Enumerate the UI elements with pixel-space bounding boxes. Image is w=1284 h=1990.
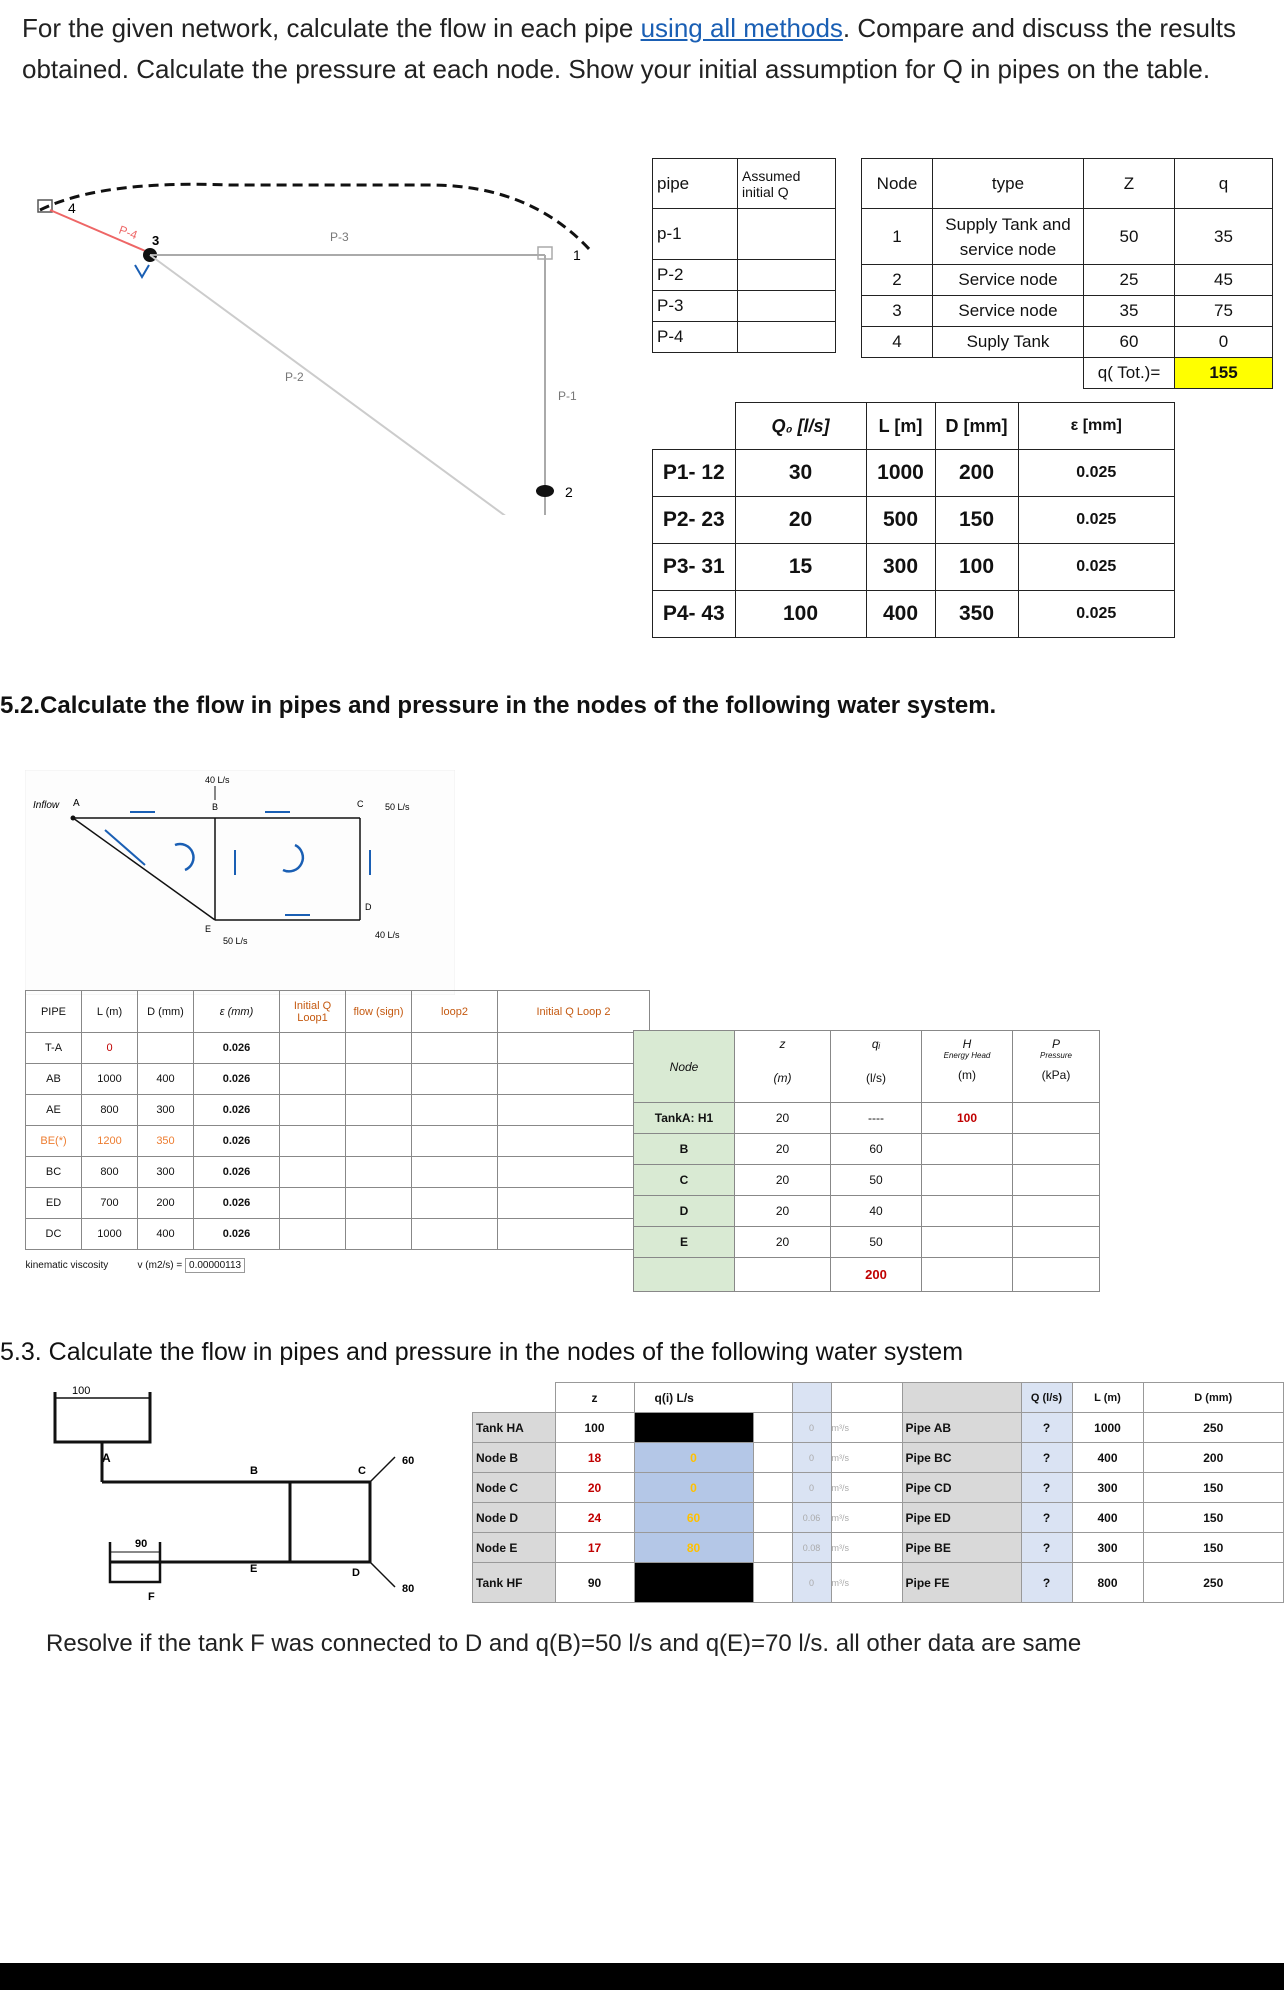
pipe-cell: P2- 23: [653, 497, 736, 544]
d-cell: 100: [935, 544, 1018, 591]
loop2-input[interactable]: [412, 1219, 498, 1250]
z-cell: 17: [555, 1533, 634, 1563]
demand-arrow-icon: [135, 265, 149, 277]
unit-cell: m³/s: [831, 1533, 902, 1563]
e-cell: 0.026: [194, 1126, 280, 1157]
q-cell: 100: [735, 591, 866, 638]
loop2-input[interactable]: [412, 1033, 498, 1064]
z-cell: 60: [1084, 327, 1175, 358]
q-cell: [634, 1563, 753, 1603]
header-flow-sign: flow (sign): [346, 991, 412, 1033]
q-cell: 75: [1175, 296, 1273, 327]
L-cell: 1000: [1072, 1413, 1143, 1443]
l-cell: 700: [82, 1188, 138, 1219]
unit-p: (kPa): [1041, 1068, 1071, 1082]
label-e: E: [250, 1563, 258, 1575]
network-diagram-1: [30, 155, 640, 515]
label-b: B: [212, 802, 219, 812]
L-cell: 400: [1072, 1443, 1143, 1473]
header-q: q: [1175, 159, 1273, 209]
assumed-q-input[interactable]: [738, 260, 836, 291]
pipe-name: Pipe BE: [902, 1533, 1021, 1563]
intro-text-1: For the given network, calculate the flow in each pipe: [22, 13, 641, 43]
e-cell: 0.026: [194, 1064, 280, 1095]
label-d: D: [352, 1567, 360, 1579]
label-100: 100: [72, 1385, 91, 1397]
header-type: type: [933, 159, 1084, 209]
header-h-cell: [922, 1031, 1013, 1103]
header-eps: ε (mm): [194, 991, 280, 1033]
header-L: L (m): [1072, 1383, 1143, 1413]
q2-input[interactable]: [498, 1219, 650, 1250]
e-cell: 0.026: [194, 1219, 280, 1250]
subtitle-p: Pressure: [1039, 1051, 1072, 1060]
node-cell: 4: [862, 327, 933, 358]
e-cell: 0.025: [1018, 544, 1175, 591]
D-cell: 150: [1143, 1533, 1284, 1563]
d-cell: 400: [138, 1219, 194, 1250]
q-cell: 0: [1175, 327, 1273, 358]
label-90: 90: [135, 1538, 148, 1550]
label-p3: P-3: [330, 230, 349, 244]
node-table-1: [861, 158, 1273, 389]
Q-input[interactable]: ?: [1021, 1473, 1072, 1503]
header-blank: [473, 1383, 556, 1413]
d-cell: 200: [138, 1188, 194, 1219]
v-cell: 0: [792, 1473, 831, 1503]
node-cell: D: [634, 1196, 735, 1227]
label-p2: P-2: [285, 370, 304, 384]
e-cell: 0.026: [194, 1157, 280, 1188]
node-table-2: [633, 1030, 1100, 1292]
header-z: Z: [1084, 159, 1175, 209]
node-cell: TankA: H1: [634, 1103, 735, 1134]
assumed-q-input[interactable]: [738, 322, 836, 353]
node-name: Node B: [473, 1443, 556, 1473]
header-D: D (mm): [1143, 1383, 1284, 1413]
q1-input[interactable]: [280, 1064, 346, 1095]
q2-input[interactable]: [498, 1064, 650, 1095]
node-2: [536, 485, 554, 497]
header-node: Node: [634, 1031, 735, 1103]
label-e: E: [205, 924, 212, 934]
D-cell: 200: [1143, 1443, 1284, 1473]
header-p: P: [1051, 1037, 1060, 1051]
q-cell: 30: [735, 450, 866, 497]
sign-input[interactable]: [346, 1219, 412, 1250]
d-cell: 300: [138, 1095, 194, 1126]
pipe-cell: P4- 43: [653, 591, 736, 638]
header-l: L (m): [82, 991, 138, 1033]
header-loop2: loop2: [412, 991, 498, 1033]
type-cell: Supply Tank and service node: [933, 209, 1084, 265]
header-Q: Q (l/s): [1021, 1383, 1072, 1413]
pipe-cell: P-4: [653, 322, 738, 353]
v-cell: 0.08: [792, 1533, 831, 1563]
pipe-cell: BC: [26, 1157, 82, 1188]
label-d: D: [365, 902, 372, 912]
assumed-q-input[interactable]: [738, 291, 836, 322]
d-cell: [138, 1033, 194, 1064]
header-d: D (mm): [138, 991, 194, 1033]
unit-cell: m³/s: [831, 1413, 902, 1443]
q2-input[interactable]: [498, 1033, 650, 1064]
l-cell: 500: [866, 497, 935, 544]
d-cell: 350: [935, 591, 1018, 638]
Q-input[interactable]: ?: [1021, 1563, 1072, 1603]
l-cell: 800: [82, 1095, 138, 1126]
q-cell: 60: [831, 1134, 922, 1165]
z-cell: 18: [555, 1443, 634, 1473]
q-cell: 15: [735, 544, 866, 591]
e-cell: 0.025: [1018, 497, 1175, 544]
e-cell: 0.026: [194, 1188, 280, 1219]
loop2-input[interactable]: [412, 1126, 498, 1157]
v-cell: 0: [792, 1443, 831, 1473]
sign-input[interactable]: [346, 1064, 412, 1095]
node-cell: B: [634, 1134, 735, 1165]
unit-q: (l/s): [866, 1071, 886, 1085]
total-value: 155: [1175, 358, 1273, 389]
label-p1: P-1: [558, 389, 577, 403]
q-total: 200: [831, 1258, 922, 1292]
pipe-name: Pipe AB: [902, 1413, 1021, 1443]
l-cell: 800: [82, 1157, 138, 1188]
network-diagram-2: [25, 770, 455, 995]
label-node-2: 2: [565, 484, 573, 500]
type-cell: Service node: [933, 265, 1084, 296]
label-80: 80: [402, 1583, 415, 1595]
z-cell: 20: [735, 1227, 831, 1258]
q2-input[interactable]: [498, 1188, 650, 1219]
h-input[interactable]: [922, 1134, 1013, 1165]
q-cell: 45: [1175, 265, 1273, 296]
l-cell: 400: [866, 591, 935, 638]
q2-input[interactable]: [498, 1126, 650, 1157]
D-cell: 250: [1143, 1563, 1284, 1603]
pipe-name: Pipe ED: [902, 1503, 1021, 1533]
pipe-cell: T-A: [26, 1033, 82, 1064]
q-cell: 35: [1175, 209, 1273, 265]
L-cell: 300: [1072, 1473, 1143, 1503]
D-cell: 150: [1143, 1473, 1284, 1503]
pipe-p2: [150, 255, 545, 515]
p-input[interactable]: [1013, 1134, 1100, 1165]
header-d: D [mm]: [935, 403, 1018, 450]
z-cell: 20: [555, 1473, 634, 1503]
label-40ls-d: 40 L/s: [375, 930, 400, 940]
q-cell: 60: [634, 1503, 753, 1533]
label-c: C: [357, 799, 364, 809]
z-cell: 20: [735, 1134, 831, 1165]
z-cell: 24: [555, 1503, 634, 1533]
l-cell: 300: [866, 544, 935, 591]
pipe-cell: AE: [26, 1095, 82, 1126]
l-cell: 1000: [866, 450, 935, 497]
header-z: z: [555, 1383, 634, 1413]
q1-input[interactable]: [280, 1188, 346, 1219]
pipe-name: Pipe CD: [902, 1473, 1021, 1503]
h-input[interactable]: [922, 1196, 1013, 1227]
unit-cell: m³/s: [831, 1563, 902, 1603]
assumed-q-table: [652, 158, 836, 383]
z-cell: 50: [1084, 209, 1175, 265]
L-cell: 300: [1072, 1533, 1143, 1563]
loop2-input[interactable]: [412, 1188, 498, 1219]
q1-input[interactable]: [280, 1126, 346, 1157]
viscosity-unit: v (m2/s) =: [137, 1259, 183, 1271]
z-cell: 35: [1084, 296, 1175, 327]
label-b: B: [250, 1465, 258, 1477]
footer-bar: [0, 1963, 1284, 1990]
pipe-cell: P3- 31: [653, 544, 736, 591]
header-q0: Q₀ [l/s]: [735, 403, 866, 450]
d-cell: 300: [138, 1157, 194, 1188]
sign-input[interactable]: [346, 1033, 412, 1064]
l-cell: 0: [82, 1033, 138, 1064]
header-q-cell: [831, 1031, 922, 1103]
header-eps: ε [mm]: [1018, 403, 1175, 450]
L-cell: 800: [1072, 1563, 1143, 1603]
h-input[interactable]: [922, 1227, 1013, 1258]
header-p-cell: [1013, 1031, 1100, 1103]
d-cell: 200: [935, 450, 1018, 497]
node-name: Tank HA: [473, 1413, 556, 1443]
label-p4: P-4: [116, 222, 140, 243]
v-cell: 0.06: [792, 1503, 831, 1533]
q-cell: 0: [634, 1473, 753, 1503]
l-cell: 1000: [82, 1219, 138, 1250]
pipe-name: Pipe FE: [902, 1563, 1021, 1603]
pipe-cell: DC: [26, 1219, 82, 1250]
unit-cell: m³/s: [831, 1473, 902, 1503]
loop2-input[interactable]: [412, 1095, 498, 1126]
D-cell: 250: [1143, 1413, 1284, 1443]
node-name: Node C: [473, 1473, 556, 1503]
node-cell: C: [634, 1165, 735, 1196]
L-cell: 400: [1072, 1503, 1143, 1533]
sign-input[interactable]: [346, 1126, 412, 1157]
unit-z: (m): [773, 1071, 792, 1085]
header-qi: q(i) L/s: [634, 1383, 792, 1413]
h-cell: 100: [922, 1103, 1013, 1134]
v-cell: 0: [792, 1563, 831, 1603]
e-cell: 0.026: [194, 1033, 280, 1064]
q2-input[interactable]: [498, 1157, 650, 1188]
header-initial-q1: Initial Q Loop1: [280, 991, 346, 1033]
q1-input[interactable]: [280, 1033, 346, 1064]
resolve-note: Resolve if the tank F was connected to D and q(B)=50 l/s and q(E)=70 l/s. all other data are same: [46, 1630, 1082, 1657]
Q-input[interactable]: ?: [1021, 1533, 1072, 1563]
loop-box: [290, 1482, 370, 1562]
z-cell: 20: [735, 1103, 831, 1134]
unit-cell: m³/s: [831, 1503, 902, 1533]
e-cell: 0.025: [1018, 450, 1175, 497]
q-cell: [634, 1413, 753, 1443]
unit-h: (m): [958, 1068, 976, 1082]
node-name: Node D: [473, 1503, 556, 1533]
assumed-q-input[interactable]: [738, 209, 836, 260]
z-cell: 90: [555, 1563, 634, 1603]
d-cell: 350: [138, 1126, 194, 1157]
q-cell: 0: [634, 1443, 753, 1473]
system-table-53: [472, 1382, 1284, 1603]
viscosity-label: kinematic viscosity: [25, 1259, 109, 1271]
subtitle-h: Energy Head: [943, 1051, 991, 1060]
header-assumed-q: Assumed initial Q: [738, 159, 836, 209]
methods-link[interactable]: using all methods: [640, 13, 843, 43]
q1-input[interactable]: [280, 1157, 346, 1188]
e-cell: 0.026: [194, 1095, 280, 1126]
pipe-data-table: [652, 402, 1175, 638]
node-cell: 1: [862, 209, 933, 265]
node-cell: 3: [862, 296, 933, 327]
loop2-input[interactable]: [412, 1064, 498, 1095]
d-cell: 400: [138, 1064, 194, 1095]
header-z: z: [779, 1037, 786, 1051]
total-label: q( Tot.)=: [1084, 358, 1175, 389]
q-cell: 20: [735, 497, 866, 544]
z-cell: 25: [1084, 265, 1175, 296]
label-c: C: [358, 1465, 366, 1477]
intro-text-2: . Compare and discuss the results obtained. Calculate the pressure at each node. Show your initial assumption for Q in pipes on the table.: [22, 13, 1236, 84]
label-50ls-c: 50 L/s: [385, 802, 410, 812]
p-input[interactable]: [1013, 1165, 1100, 1196]
e-cell: 0.025: [1018, 591, 1175, 638]
loop-table: [25, 990, 650, 1280]
node-name: Tank HF: [473, 1563, 556, 1603]
node-cell: E: [634, 1227, 735, 1258]
pipe-cell: p-1: [653, 209, 738, 260]
q-cell: ----: [831, 1103, 922, 1134]
header-l: L [m]: [866, 403, 935, 450]
header-initial-q2: Initial Q Loop 2: [498, 991, 650, 1033]
Q-input[interactable]: ?: [1021, 1443, 1072, 1473]
header-pipe: pipe: [653, 159, 738, 209]
header-z-cell: [735, 1031, 831, 1103]
p-input[interactable]: [1013, 1227, 1100, 1258]
label-50ls-e: 50 L/s: [223, 936, 248, 946]
z-cell: 100: [555, 1413, 634, 1443]
z-cell: 20: [735, 1165, 831, 1196]
Q-input[interactable]: ?: [1021, 1503, 1072, 1533]
q2-input[interactable]: [498, 1095, 650, 1126]
header-pipe: PIPE: [26, 991, 82, 1033]
q-cell: 50: [831, 1165, 922, 1196]
p-input[interactable]: [1013, 1196, 1100, 1227]
pipe-cell: P1- 12: [653, 450, 736, 497]
Q-input[interactable]: ?: [1021, 1413, 1072, 1443]
type-cell: Service node: [933, 296, 1084, 327]
q1-input[interactable]: [280, 1095, 346, 1126]
label-inflow: Inflow: [33, 800, 60, 811]
header-node: Node: [862, 159, 933, 209]
h-input[interactable]: [922, 1165, 1013, 1196]
l-cell: 1200: [82, 1126, 138, 1157]
label-40ls-b: 40 L/s: [205, 775, 230, 785]
node-cell: 2: [862, 265, 933, 296]
q1-input[interactable]: [280, 1219, 346, 1250]
header-h: H: [962, 1037, 972, 1051]
pipe-cell: P-3: [653, 291, 738, 322]
d-cell: 150: [935, 497, 1018, 544]
sign-input[interactable]: [346, 1157, 412, 1188]
loop2-input[interactable]: [412, 1157, 498, 1188]
q-cell: 80: [634, 1533, 753, 1563]
sign-input[interactable]: [346, 1095, 412, 1126]
section-53-title: 5.3. Calculate the flow in pipes and pressure in the nodes of the following water system: [0, 1338, 964, 1366]
header-blank: [653, 403, 736, 450]
network-diagram-3: [50, 1382, 470, 1612]
unit-cell: m³/s: [831, 1443, 902, 1473]
D-cell: 150: [1143, 1503, 1284, 1533]
tank-a-icon: [55, 1392, 150, 1442]
type-cell: Suply Tank: [933, 327, 1084, 358]
label-a: A: [102, 1451, 111, 1465]
pipe-cell: BE(*): [26, 1126, 82, 1157]
label-node-1: 1: [573, 247, 581, 263]
pipe-name: Pipe BC: [902, 1443, 1021, 1473]
l-cell: 1000: [82, 1064, 138, 1095]
sign-input[interactable]: [346, 1188, 412, 1219]
label-f: F: [148, 1591, 155, 1603]
pipe-cell: ED: [26, 1188, 82, 1219]
q-cell: 50: [831, 1227, 922, 1258]
section-52-title: 5.2.Calculate the flow in pipes and pressure in the nodes of the following water system.: [0, 692, 997, 719]
label-a: A: [73, 798, 80, 809]
label-node-4: 4: [68, 200, 76, 216]
node-name: Node E: [473, 1533, 556, 1563]
v-cell: 0: [792, 1413, 831, 1443]
label-node-3: 3: [152, 233, 160, 248]
pipe-cell: P-2: [653, 260, 738, 291]
q-cell: 40: [831, 1196, 922, 1227]
label-60: 60: [402, 1455, 415, 1467]
p-input[interactable]: [1013, 1103, 1100, 1134]
intro-paragraph: [22, 8, 1252, 90]
z-cell: 20: [735, 1196, 831, 1227]
pipe-cell: AB: [26, 1064, 82, 1095]
header-q: qᵢ: [871, 1037, 881, 1051]
viscosity-value: 0.00000113: [185, 1258, 245, 1273]
